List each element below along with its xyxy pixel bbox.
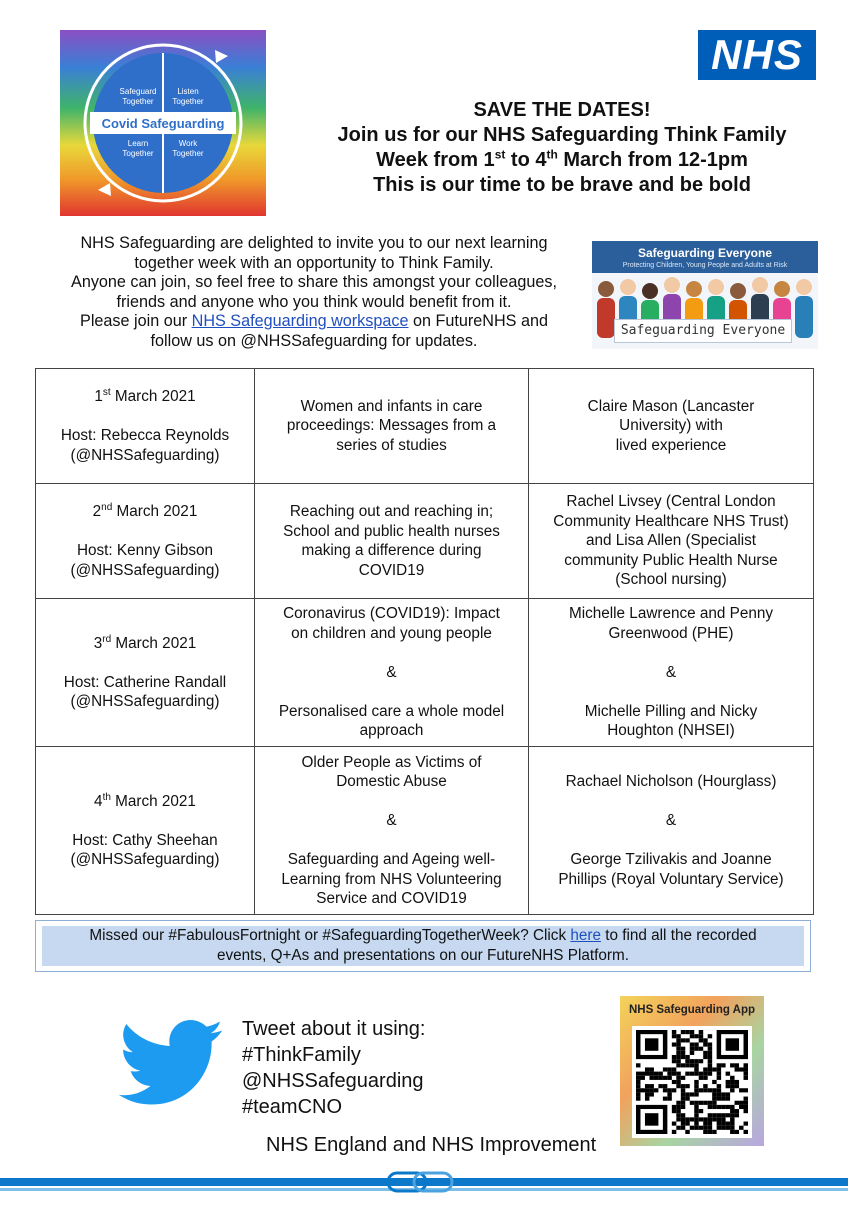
date-host-cell: 2nd March 2021 Host: Kenny Gibson (@NHSSafeguarding)	[36, 484, 255, 599]
banner-subtitle: Protecting Children, Young People and Adults at Risk	[622, 262, 788, 269]
date-host-cell: 3rd March 2021 Host: Catherine Randall (@NHSSafeguarding)	[36, 599, 255, 747]
table-row	[36, 369, 814, 484]
svg-text:Together: Together	[122, 149, 154, 158]
handle-nhs-safeguarding: @NHSSafeguarding	[242, 1070, 424, 1092]
banner-label: Safeguarding Everyone	[614, 319, 792, 343]
table-row	[36, 484, 814, 599]
covid-safeguarding-wheel-icon	[60, 30, 266, 216]
topic-cell: Coronavirus (COVID19): Impact on children and young people & Personalised care a whole model approach	[255, 599, 529, 747]
topic-cell: Women and infants in care proceedings: Messages from a series of studies	[255, 369, 529, 484]
speakers-cell: Rachael Nicholson (Hourglass) & George Tzilivakis and Joanne Phillips (Royal Voluntary Service)	[529, 747, 814, 915]
hashtag-think-family: #ThinkFamily	[242, 1044, 361, 1066]
svg-text:Work: Work	[178, 139, 198, 148]
twitter-bird-icon	[118, 1020, 226, 1108]
page-title	[282, 98, 842, 198]
intro-line: together week with an opportunity to Think Family.	[134, 253, 494, 272]
qr-title: NHS Safeguarding App	[628, 1004, 756, 1016]
intro-line: Please join our NHS Safeguarding workspace on FutureNHS and	[80, 312, 548, 330]
title-line-2: Join us for our NHS Safeguarding Think Family	[337, 124, 787, 146]
schedule-table	[35, 368, 814, 915]
tweet-line: Tweet about it using:	[242, 1018, 426, 1040]
banner-title: Safeguarding Everyone	[637, 246, 773, 260]
intro-line: Anyone can join, so feel free to share this amongst your colleagues,	[71, 273, 557, 291]
logo-title: Covid Safeguarding	[101, 116, 225, 131]
svg-text:Together: Together	[172, 149, 204, 158]
svg-text:Learn: Learn	[127, 139, 149, 148]
qr-block	[620, 996, 764, 1146]
missed-events-box: Missed our #FabulousFortnight or #SafeguardingTogetherWeek? Click here to find all the recorded events, Q+As and presentations on our FutureNHS Platform.	[42, 926, 804, 966]
svg-text:Together: Together	[172, 97, 204, 106]
date-host-cell: 4th March 2021 Host: Cathy Sheehan (@NHSSafeguarding)	[36, 747, 255, 915]
missed-line-2: events, Q+As and presentations on our FutureNHS Platform.	[217, 946, 629, 964]
title-line-1: SAVE THE DATES!	[473, 99, 651, 121]
svg-text:Together: Together	[122, 97, 154, 106]
intro-line: friends and anyone who you think would benefit from it.	[116, 292, 512, 311]
title-line-3: Week from 1st to 4th March from 12-1pm	[376, 147, 748, 171]
intro-paragraph	[40, 234, 588, 351]
table-row	[36, 747, 814, 915]
tweet-about-it	[242, 1016, 425, 1120]
speakers-cell: Claire Mason (Lancaster University) with lived experience	[529, 369, 814, 484]
intro-line: follow us on @NHSSafeguarding for updates.	[150, 331, 478, 350]
speakers-cell: Michelle Lawrence and Penny Greenwood (PHE) & Michelle Pilling and Nicky Houghton (NHSEI)	[529, 599, 814, 747]
recorded-events-link[interactable]: here	[570, 927, 601, 944]
intro-line: NHS Safeguarding are delighted to invite you to our next learning	[80, 234, 548, 252]
svg-text:Safeguard: Safeguard	[119, 87, 157, 96]
title-line-4: This is our time to be brave and be bold	[373, 174, 751, 196]
svg-text:Listen: Listen	[177, 87, 199, 96]
topic-cell: Reaching out and reaching in; School and public health nurses making a difference during COVID19	[255, 484, 529, 599]
speakers-cell: Rachel Livsey (Central London Community Healthcare NHS Trust) and Lisa Allen (Specialist community Public Health Nurse (School nursing)	[529, 484, 814, 599]
topic-cell: Older People as Victims of Domestic Abuse & Safeguarding and Ageing well- Learning from NHS Volunteering Service and COVID19	[255, 747, 529, 915]
table-row	[36, 599, 814, 747]
date-host-cell: 1st March 2021 Host: Rebecca Reynolds (@NHSSafeguarding)	[36, 369, 255, 484]
footer-band	[0, 1170, 848, 1200]
footer-organisation: NHS England and NHS Improvement	[266, 1134, 597, 1156]
hashtag-team-cno: #teamCNO	[242, 1096, 343, 1118]
chain-link-band-icon	[0, 1170, 848, 1200]
safeguarding-everyone-banner	[592, 241, 818, 349]
workspace-link[interactable]: NHS Safeguarding workspace	[191, 312, 409, 330]
covid-safeguarding-logo	[60, 30, 266, 216]
qr-code-icon[interactable]	[636, 1030, 748, 1134]
nhs-logo: NHS	[698, 30, 816, 80]
